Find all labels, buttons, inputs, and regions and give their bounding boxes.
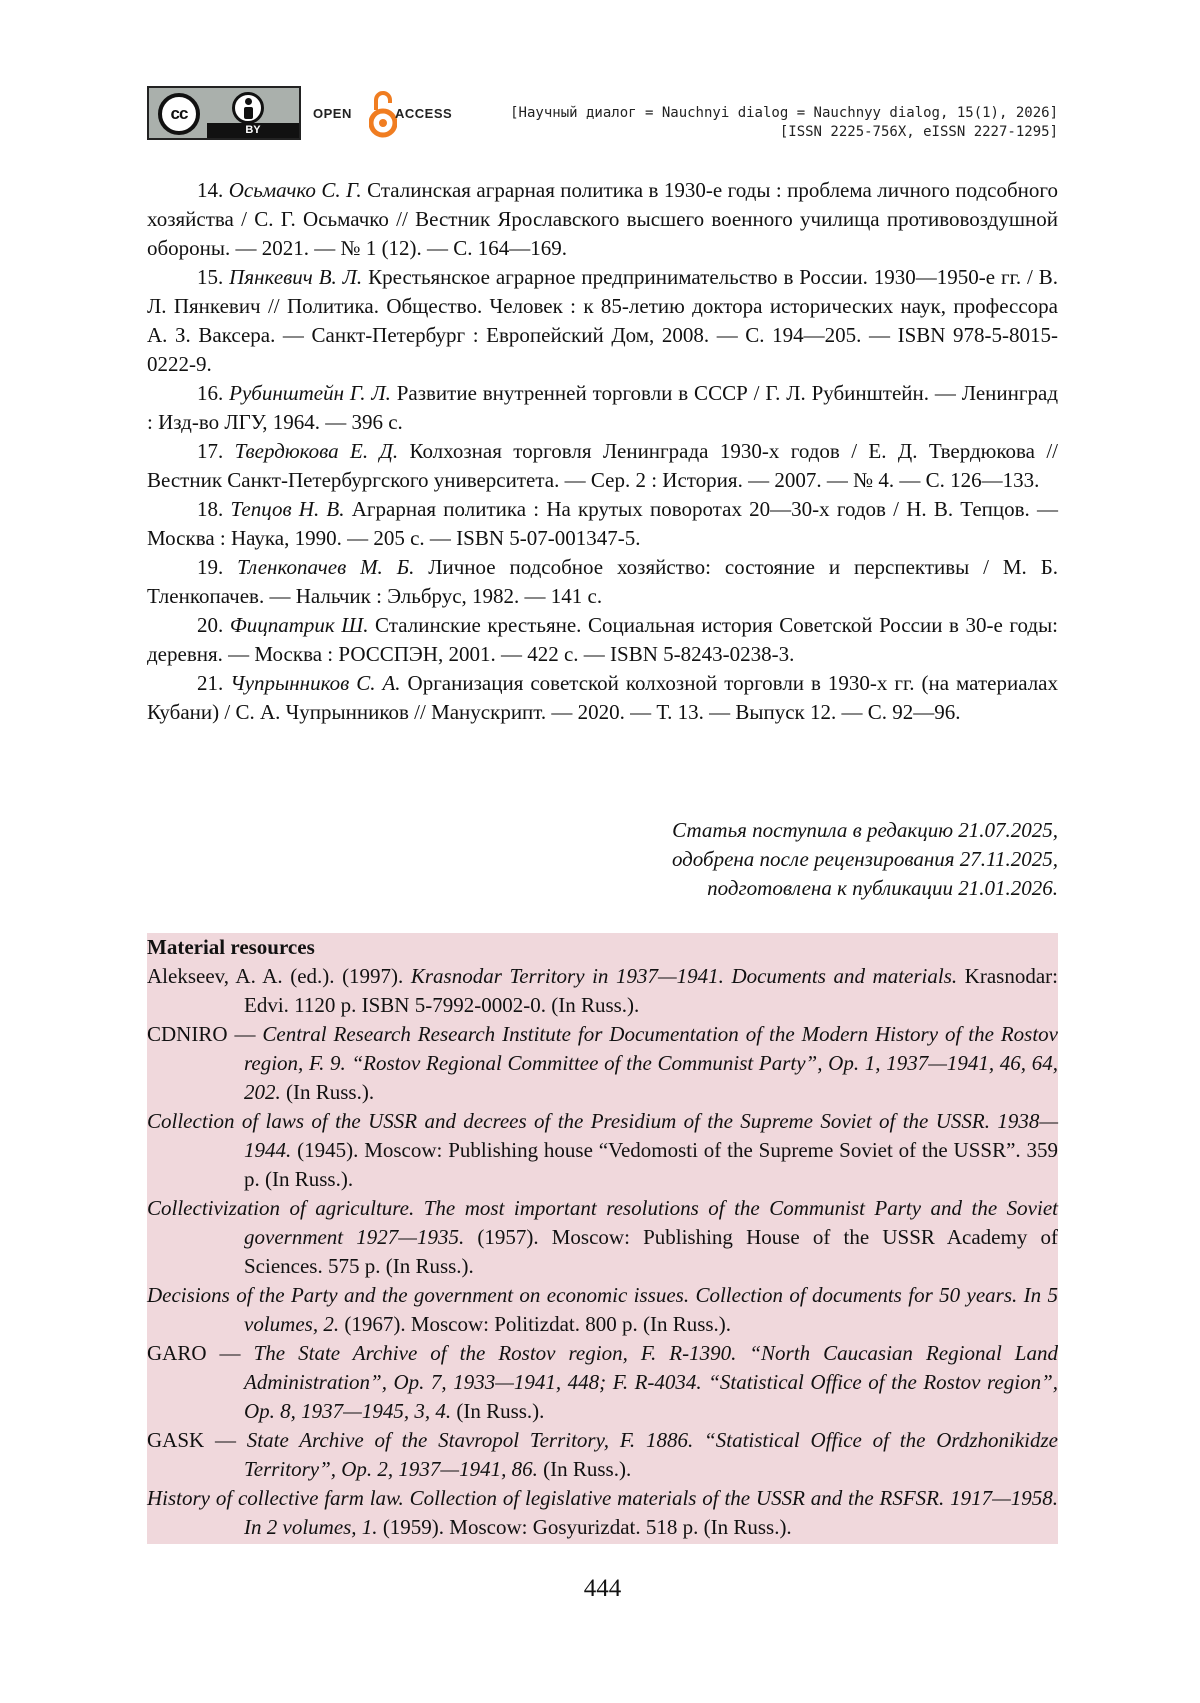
reference-author: Твердюкова Е. Д. (234, 439, 399, 463)
attribution-icon (232, 92, 264, 124)
reference-item: 15. Пянкевич В. Л. Крестьянское аграрное предпринимательство в России. 1930—1950-е гг. / В. Л. Пянкевич // Политика. Общество. Человек : к 85-летию доктора исторических наук, профессора А. З. Ваксера. — Санкт-Петербург : Европейский Дом, 2008. — С. 194—205. — ISBN 978-5-8015-0222-9. (147, 265, 1059, 376)
open-access-open-word: OPEN (313, 106, 352, 121)
reference-list (147, 176, 1058, 727)
material-item: Collectivization of agriculture. The most important resolutions of the Communist Party and the Soviet government 1927—1935. (1957). Moscow: Publishing House of the USSR Academy of Sciences. 575 p. (In Russ.). (147, 1196, 1058, 1278)
reference-item: 17. Твердюкова Е. Д. Колхозная торговля Ленинграда 1930-х годов / Е. Д. Твердюкова // Вестник Санкт-Петербургского университета. — Сер. 2 : История. — 2007. — № 4. — С. 126—133. (147, 439, 1058, 492)
reference-author: Рубинштейн Г. Л. (229, 381, 391, 405)
reference-author: Пянкевич В. Л. (229, 265, 363, 289)
material-item: Decisions of the Party and the government on economic issues. Collection of documents for 50 years. In 5 volumes, 2. (1967). Moscow: Politizdat. 800 p. (In Russ.). (147, 1283, 1058, 1336)
open-access-lock-icon (369, 88, 397, 140)
material-item: Collection of laws of the USSR and decrees of the Presidium of the Supreme Soviet of the USSR. 1938—1944. (1945). Moscow: Publishing house “Vedomosti of the Supreme Soviet of the USSR”. 359 p. (In Russ.). (147, 1109, 1058, 1191)
reference-author: Фицпатрик Ш. (229, 613, 369, 637)
received-date: Статья поступила в редакцию 21.07.2025, (672, 818, 1058, 842)
material-item: CDNIRO — Central Research Research Institute for Documentation of the Modern History of the Rostov region, F. 9. “Rostov Regional Committee of the Communist Party”, Op. 1, 1937—1941, 46, 64, 202. (In Russ.). (147, 1022, 1058, 1104)
reference-item: 19. Тленкопачев М. Б. Личное подсобное хозяйство: состояние и перспективы / М. Б. Тленкопачев. — Нальчик : Эльбрус, 1982. — 141 с. (147, 555, 1058, 608)
cc-icon: cc (158, 93, 200, 135)
by-label: BY (207, 123, 299, 138)
reference-item: 16. Рубинштейн Г. Л. Развитие внутренней торговли в СССР / Г. Л. Рубинштейн. — Ленинград : Изд-во ЛГУ, 1964. — 396 с. (147, 381, 1059, 434)
material-item: GASK — State Archive of the Stavropol Territory, F. 1886. “Statistical Office of the Ordzhonikidze Territory”, Op. 2, 1937—1941, 86. (In Russ.). (147, 1428, 1058, 1481)
material-resources-section (147, 933, 1058, 1544)
approved-date: одобрена после рецензирования 27.11.2025, (671, 847, 1058, 871)
material-resources-title: Material resources (147, 935, 315, 959)
open-access-logo (313, 86, 461, 140)
reference-author: Чупрынников С. А. (230, 671, 401, 695)
reference-author: Тленкопачев М. Б. (237, 555, 415, 579)
reference-item: 21. Чупрынников С. А. Организация советской колхозной торговли в 1930-х гг. (на материалах Кубани) / С. А. Чупрынников // Манускрипт. — 2020. — Т. 13. — Выпуск 12. — С. 92—96. (147, 671, 1059, 724)
page-header (147, 86, 1058, 146)
reference-item: 20. Фицпатрик Ш. Сталинские крестьяне. Социальная история Советской России в 30-е годы: деревня. — Москва : РОССПЭН, 2001. — 422 с. — ISBN 5-8243-0238-3. (147, 613, 1059, 666)
page-number: 444 (583, 1575, 622, 1602)
reference-item: 14. Осьмачко С. Г. Сталинская аграрная политика в 1930-е годы : проблема личного подсобного хозяйства / С. Г. Осьмачко // Вестник Ярославского высшего военного училища противовоздушной обороны. — 2021. — № 1 (12). — С. 164—169. (147, 178, 1059, 260)
reference-author: Тепцов Н. В. (230, 497, 345, 521)
material-item: GARO — The State Archive of the Rostov region, F. R-1390. “North Caucasian Regional Land Administration”, Op. 7, 1933—1941, 448; F. R-4034. “Statistical Office of the Rostov region”, Op. 8, 1937—1945, 3, 4. (In Russ.). (147, 1341, 1058, 1423)
material-item: History of collective farm law. Collection of legislative materials of the USSR and the RSFSR. 1917—1958. In 2 volumes, 1. (1959). Moscow: Gosyurizdat. 518 p. (In Russ.). (147, 1486, 1058, 1539)
material-item: Alekseev, A. A. (ed.). (1997). Krasnodar Territory in 1937—1941. Documents and materials. Krasnodar: Edvi. 1120 p. ISBN 5-7992-0002-0. (In Russ.). (147, 964, 1058, 1017)
cc-by-license-badge[interactable] (147, 86, 301, 140)
article-dates (147, 816, 1058, 903)
journal-citation (498, 104, 1058, 142)
open-access-access-word: ACCESS (395, 106, 453, 121)
reference-author: Осьмачко С. Г. (228, 178, 362, 202)
reference-item: 18. Тепцов Н. В. Аграрная политика : На крутых поворотах 20—30-х годов / Н. В. Тепцов. — Москва : Наука, 1990. — 205 с. — ISBN 5-07-001347-5. (147, 497, 1059, 550)
journal-title-line: [Научный диалог = Nauchnyi dialog = Nauchnyy dialog, 15(1), 2026] (510, 105, 1058, 121)
publication-date: подготовлена к публикации 21.01.2026. (707, 876, 1058, 900)
issn-line: [ISSN 2225-756X, eISSN 2227-1295] (779, 124, 1058, 140)
